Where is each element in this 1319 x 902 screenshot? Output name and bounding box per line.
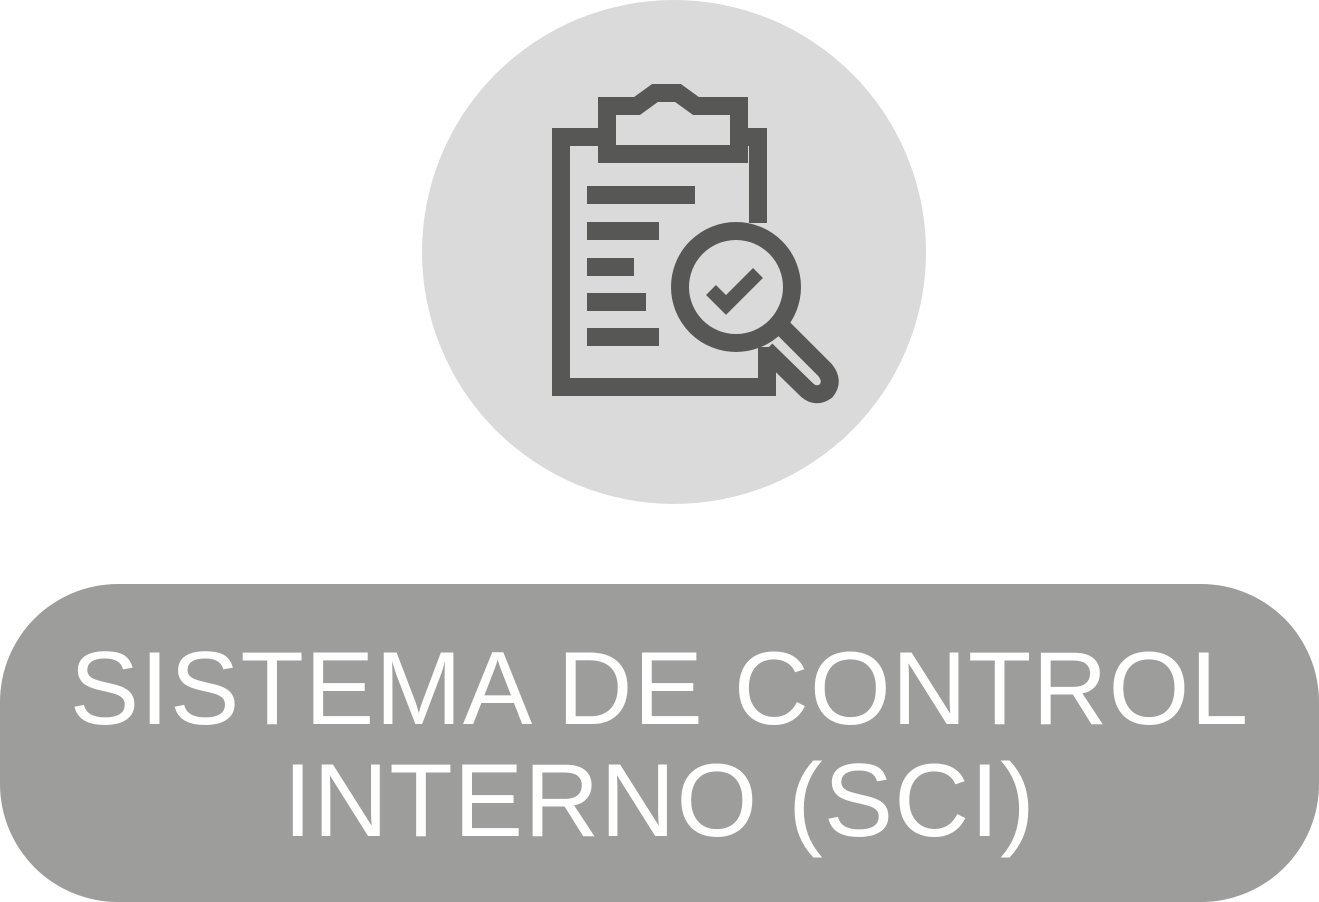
title-banner xyxy=(0,584,1319,902)
clipboard-audit-icon xyxy=(422,0,926,504)
title-line-2: INTERNO (SCI) xyxy=(283,743,1036,859)
title-line-1: SISTEMA DE CONTROL xyxy=(69,631,1250,747)
icon-badge xyxy=(422,0,926,504)
